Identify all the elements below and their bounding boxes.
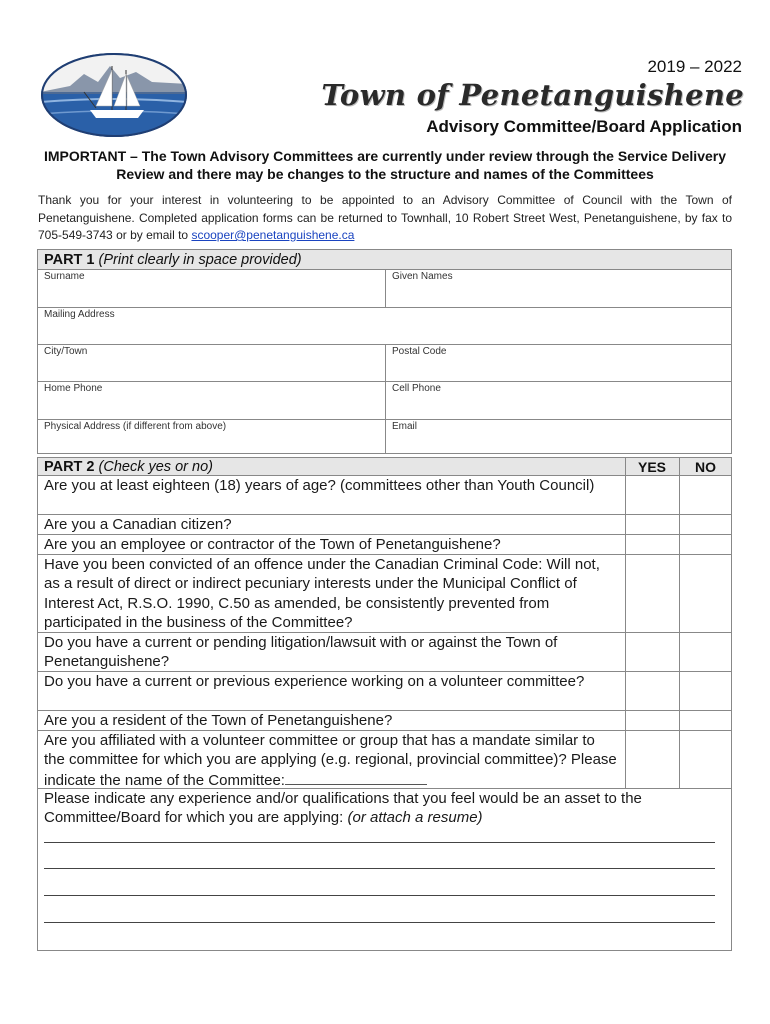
cell-phone-field[interactable]: Cell Phone xyxy=(392,383,441,394)
no-checkbox[interactable] xyxy=(680,672,731,711)
no-header: NO xyxy=(695,459,716,475)
question-employee: Are you an employee or contractor of the Town of Penetanguishene? xyxy=(38,535,625,555)
experience-hint: (or attach a resume) xyxy=(347,809,483,827)
yes-checkbox[interactable] xyxy=(626,555,679,633)
part1-header xyxy=(38,250,731,270)
postal-code-field[interactable]: Postal Code xyxy=(392,346,447,357)
given-names-field[interactable]: Given Names xyxy=(392,271,453,282)
home-phone-field[interactable]: Home Phone xyxy=(44,383,103,394)
answer-line[interactable] xyxy=(44,868,715,869)
town-logo xyxy=(40,52,188,138)
no-checkbox[interactable] xyxy=(680,555,731,633)
no-checkbox[interactable] xyxy=(680,731,731,789)
divider xyxy=(679,458,680,789)
answer-line[interactable] xyxy=(44,922,715,923)
town-name: Town of Penetanguishene xyxy=(321,78,744,112)
no-checkbox[interactable] xyxy=(680,515,731,535)
page-title: Advisory Committee/Board Application xyxy=(426,117,742,136)
email-field[interactable]: Email xyxy=(392,421,418,432)
mailing-address-field[interactable]: Mailing Address xyxy=(38,308,731,345)
question-affiliated xyxy=(38,731,625,789)
divider xyxy=(625,458,626,789)
question-citizen: Are you a Canadian citizen? xyxy=(38,515,625,535)
no-checkbox[interactable] xyxy=(680,711,731,731)
question-litigation: Do you have a current or pending litigation/lawsuit with or against the Town of Penetanguishene? xyxy=(38,633,625,672)
yes-checkbox[interactable] xyxy=(626,535,679,555)
question-resident: Are you a resident of the Town of Penetanguishene? xyxy=(38,711,625,731)
yes-checkbox[interactable] xyxy=(626,476,679,515)
question-convicted: Have you been convicted of an offence under the Canadian Criminal Code: Will not, as a result of direct or indirect pecuniary interests under the Municipal Conflict of Interest Act, R.S.O. 1990, C.50 as amended, be consistently prevented from participated in the business of the Committee? xyxy=(38,555,625,633)
no-checkbox[interactable] xyxy=(680,535,731,555)
part1-section xyxy=(37,249,732,454)
committee-name-blank[interactable] xyxy=(285,770,427,785)
question-affiliated-text: Are you affiliated with a volunteer committee or group that has a mandate similar to the committee for which you are applying (e.g. regional, provincial committee)? Please indicate the name of the Committee: xyxy=(44,732,617,789)
part2-section xyxy=(37,457,732,951)
part1-hint: (Print clearly in space provided) xyxy=(98,252,302,268)
experience-prompt xyxy=(38,789,731,829)
part1-label: PART 1 xyxy=(44,252,95,268)
part2-hint: (Check yes or no) xyxy=(98,459,213,475)
important-notice: IMPORTANT – The Town Advisory Committees are currently under review through the Service Delivery Review and there may be changes to the structure and names of the Committees xyxy=(43,148,727,182)
divider xyxy=(385,345,386,453)
part2-header xyxy=(38,458,625,476)
city-field[interactable]: City/Town xyxy=(44,346,88,357)
intro-text xyxy=(38,192,732,245)
yes-checkbox[interactable] xyxy=(626,731,679,789)
divider xyxy=(385,270,386,308)
yes-checkbox[interactable] xyxy=(626,711,679,731)
yes-checkbox[interactable] xyxy=(626,515,679,535)
intro-body: Thank you for your interest in volunteering to be appointed to an Advisory Committee of Council with the Town of Penetanguishene. Completed application forms can be returned to Townhall, 10 Robert Street West, Penetanguishene, by fax to 705-549-3743 or by email to xyxy=(38,193,732,242)
answer-line[interactable] xyxy=(44,842,715,843)
no-checkbox[interactable] xyxy=(680,476,731,515)
answer-line[interactable] xyxy=(44,895,715,896)
yes-checkbox[interactable] xyxy=(626,672,679,711)
yes-checkbox[interactable] xyxy=(626,633,679,672)
experience-text: Please indicate any experience and/or qualifications that you feel would be an asset to the Committee/Board for which you are applying: xyxy=(44,790,642,827)
no-checkbox[interactable] xyxy=(680,633,731,672)
question-experience: Do you have a current or previous experience working on a volunteer committee? xyxy=(38,672,625,711)
part2-label: PART 2 xyxy=(44,459,95,475)
physical-address-field[interactable]: Physical Address (if different from above) xyxy=(44,421,227,432)
surname-field[interactable]: Surname xyxy=(44,271,85,282)
years: 2019 – 2022 xyxy=(647,57,742,76)
email-link[interactable]: scooper@penetanguishene.ca xyxy=(191,228,355,242)
yes-header: YES xyxy=(637,459,666,475)
question-age: Are you at least eighteen (18) years of age? (committees other than Youth Council) xyxy=(38,476,625,515)
